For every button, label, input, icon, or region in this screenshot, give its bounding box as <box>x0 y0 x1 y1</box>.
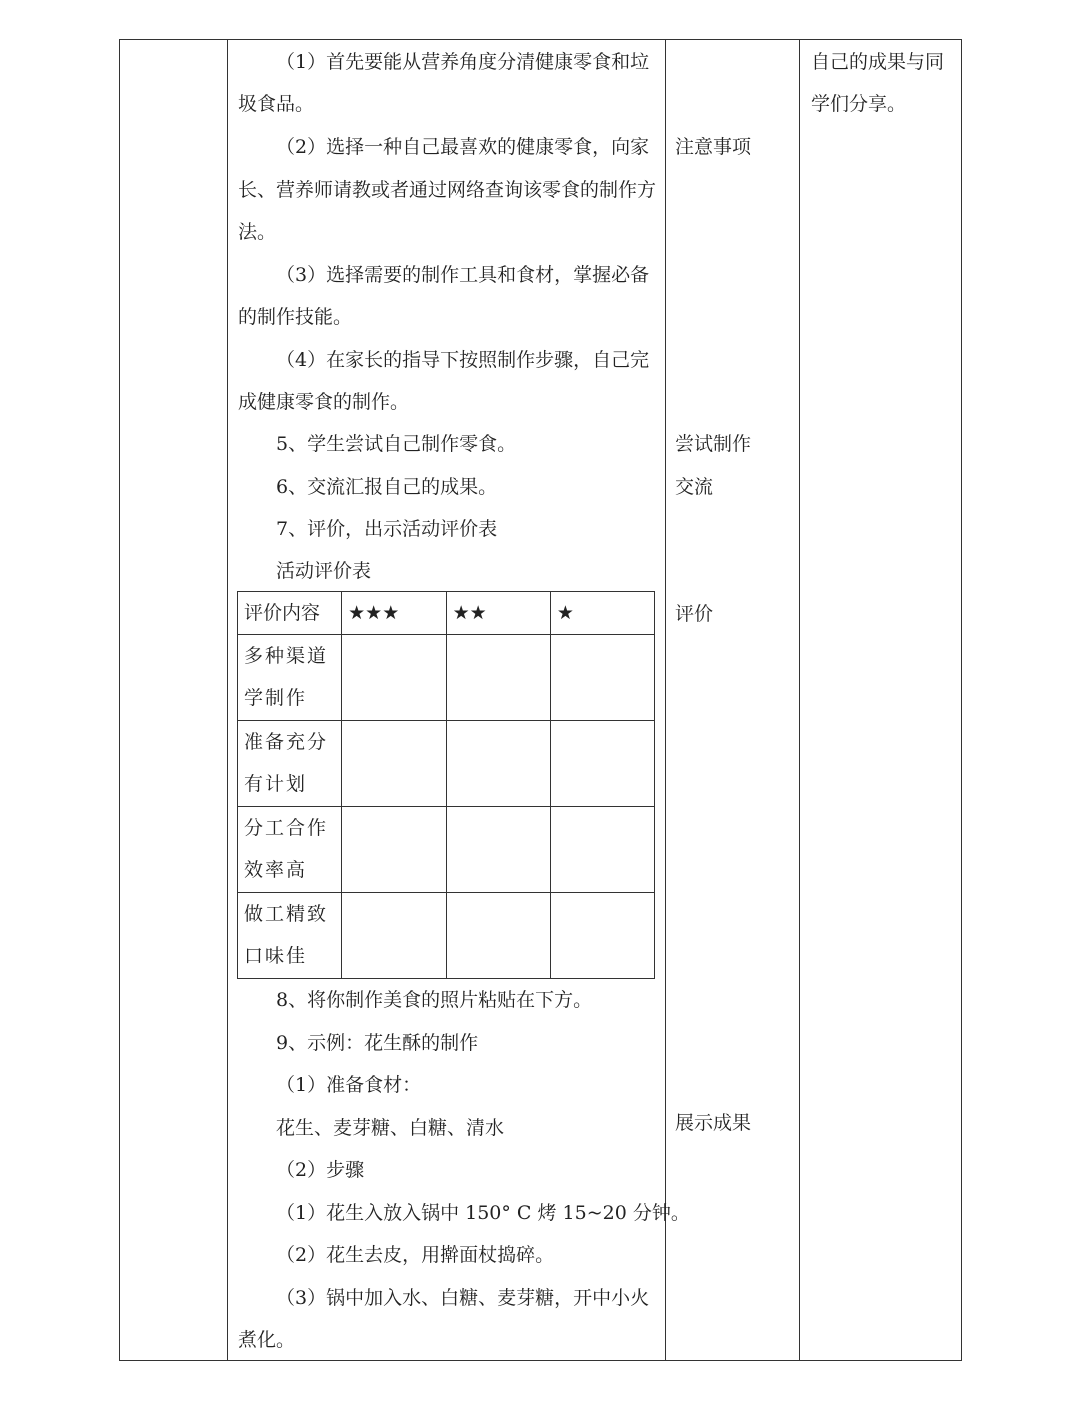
text-line: （2）步骤 <box>276 1159 365 1181</box>
text-line: 6、交流汇报自己的成果。 <box>276 476 498 498</box>
criteria-line: 多种渠道 <box>244 645 329 667</box>
note-exchange: 交流 <box>675 476 714 498</box>
criteria-cell <box>238 893 342 979</box>
text-line: 7、评价，出示活动评价表 <box>276 518 498 540</box>
text-line: 煮化。 <box>238 1329 296 1351</box>
text-line: （3）选择需要的制作工具和食材，掌握必备 <box>276 264 650 286</box>
criteria-line: 学制作 <box>244 687 308 709</box>
rating-cell <box>550 807 654 893</box>
rating-cell <box>550 893 654 979</box>
text-line: （1）首先要能从营养角度分清健康零食和垃 <box>276 51 650 73</box>
criteria-cell <box>238 721 342 807</box>
lesson-table <box>119 39 962 1361</box>
text-line: 花生、麦芽糖、白糖、清水 <box>276 1117 505 1139</box>
column-divider <box>665 40 666 1360</box>
note-evaluate: 评价 <box>675 603 714 625</box>
criteria-line: 准备充分 <box>244 731 329 753</box>
note-show-results: 展示成果 <box>675 1112 752 1134</box>
text-line: （1）准备食材： <box>276 1074 422 1096</box>
criteria-line: 分工合作 <box>244 817 329 839</box>
header-cell: 评价内容 <box>238 592 342 635</box>
criteria-line: 口味佳 <box>244 945 308 967</box>
rating-cell <box>446 721 550 807</box>
rating-cell <box>446 807 550 893</box>
criteria-line: 有计划 <box>244 773 308 795</box>
rating-cell <box>550 635 654 721</box>
text-line: 8、将你制作美食的照片粘贴在下方。 <box>276 989 593 1011</box>
table-row <box>238 635 655 721</box>
rating-cell <box>342 635 446 721</box>
text-line: （2）花生去皮，用擀面杖捣碎。 <box>276 1244 555 1266</box>
text-line: （4）在家长的指导下按照制作步骤，自己完 <box>276 349 650 371</box>
table-row <box>238 721 655 807</box>
rating-cell <box>550 721 654 807</box>
text-line: （3）锅中加入水、白糖、麦芽糖，开中小火 <box>276 1287 650 1309</box>
note-attention: 注意事项 <box>675 136 752 158</box>
criteria-cell <box>238 807 342 893</box>
rating-cell <box>446 635 550 721</box>
text-line: 法。 <box>238 221 277 243</box>
header-cell: ★ <box>550 592 654 635</box>
text-line: 自己的成果与同 <box>811 51 945 73</box>
rating-cell <box>446 893 550 979</box>
rating-cell <box>342 807 446 893</box>
criteria-line: 做工精致 <box>244 903 329 925</box>
text-line: 5、学生尝试自己制作零食。 <box>276 433 517 455</box>
text-line: 9、示例：花生酥的制作 <box>276 1032 479 1054</box>
text-line: 学们分享。 <box>811 93 907 115</box>
header-cell: ★★★ <box>342 592 446 635</box>
table-row <box>238 807 655 893</box>
criteria-line: 效率高 <box>244 859 308 881</box>
text-line: 的制作技能。 <box>238 306 353 328</box>
evaluation-table <box>237 591 655 979</box>
table-row <box>238 893 655 979</box>
column-divider <box>799 40 800 1360</box>
rating-cell <box>342 893 446 979</box>
text-line: （2）选择一种自己最喜欢的健康零食，向家 <box>276 136 650 158</box>
text-line: 长、营养师请教或者通过网络查询该零食的制作方 <box>238 179 657 201</box>
table-header-row <box>238 592 655 635</box>
text-line: 圾食品。 <box>238 93 315 115</box>
criteria-cell <box>238 635 342 721</box>
note-try: 尝试制作 <box>675 433 752 455</box>
text-line: 成健康零食的制作。 <box>238 391 410 413</box>
text-line: （1）花生入放入锅中 150° C 烤 15~20 分钟。 <box>276 1202 690 1224</box>
column-divider <box>227 40 228 1360</box>
rating-cell <box>342 721 446 807</box>
table-caption: 活动评价表 <box>276 560 372 582</box>
header-cell: ★★ <box>446 592 550 635</box>
